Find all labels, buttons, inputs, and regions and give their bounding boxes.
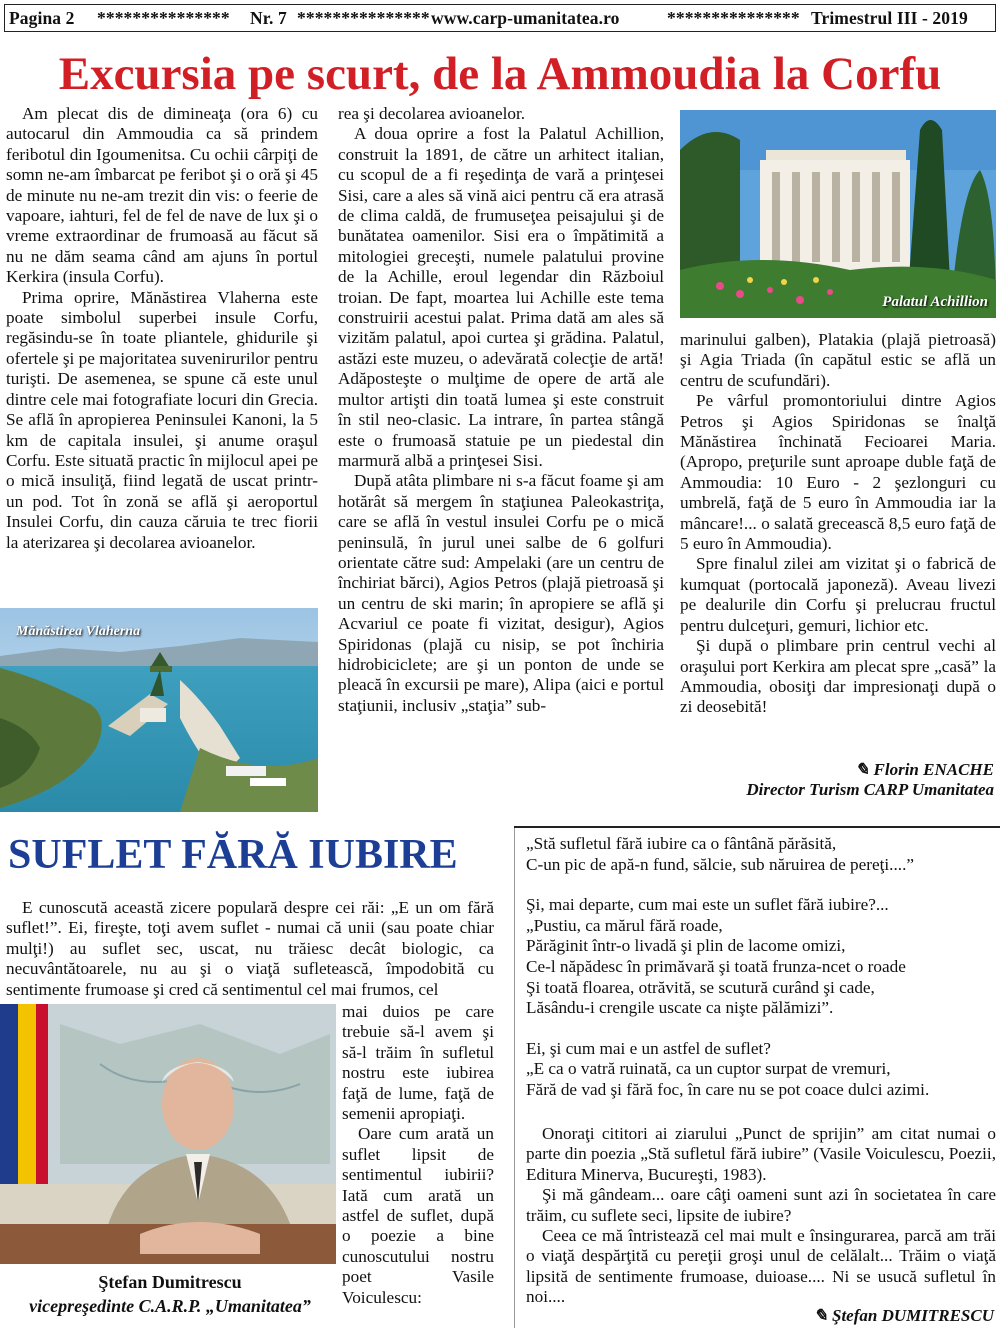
header-stars: *************** [667, 8, 800, 28]
paragraph: Pe vârful promontoriului dintre Agios Petros şi Agios Spiridonas se înalţă Mănăstirea închinată Fecioarei Maria. (Apropo, preţurile sunt aproape duble faţă de Ammoudia: 10 Euro - 2 şezlonguri cu umbrelă, faţă de 5 euro în Ammoudia iar la mâncare!... o salată grecească 8,5 euro faţă de 5 euro în Ammoudia). [680, 391, 996, 554]
paragraph: Şi după o plimbare prin centrul vechi al oraşului port Kerkira am plecat spre „casă” la Ammoudia, obosiţi dar impresionaţi după o zi deosebită! [680, 636, 996, 717]
photo-caption: Mănăstirea Vlaherna [16, 624, 141, 639]
article2-intro [6, 898, 494, 1002]
paragraph: Oare cum arată un suflet lipsit de sentimentul iubirii? Iată cum arată un astfel de suflet, după o poezie a bine cunoscutului nostru poet Vasile Voiculescu: [342, 1124, 494, 1307]
column-divider [514, 828, 515, 1328]
article-title: Excursia pe scurt, de la Ammoudia la Corfu [58, 48, 942, 100]
pen-icon: ✎ [813, 1306, 828, 1325]
portrait-image [0, 1004, 336, 1264]
paragraph: Ceea ce mă întristează cel mai mult e însingurarea, parcă am trăi o viaţă despărţită cu pereţii groşi unul de celălalt... Trăim o viaţă lipsită de sentimente frumoase, duioase.... Ni se usucă sufletul în noi.... [526, 1226, 996, 1307]
photo-caption-role: vicepreşedinte C.A.R.P. „Umanitatea” [29, 1296, 311, 1316]
paragraph: Onoraţi cititori ai ziarului „Punct de sprijin” am citat numai o parte din poezia „Stă sufletul fără iubire” (Vasile Voiculescu, Poezii, Editura Minerva, Bucureşti, 1983). [526, 1124, 996, 1184]
page-number: Pagina 2 [9, 8, 75, 28]
paragraph: După atâta plimbare ni s-a făcut foame şi am hotărât să mergem în staţiunea Paleokastriţa, care se află în vestul insulei Corfu pe o mică peninsulă, în jurul unei salbe de 6 golfuri orientate către sud: Ampelaki (are un centru de închiriat bărci), Agios Petros (plajă pietroasă şi un centru de ski marin; în apropiere se află şi Acvariul ce poate fi vizitat, desigur), Agios Spiridonas (plajă cu nisip, se pot închiria hidrobiciclete; are şi un ponton de unde se pleacă în excursii pe mare), Alipa (aici e portul staţiunii, inclusiv „staţia” sub- [338, 471, 664, 715]
paragraph: Şi mă gândeam... oare câţi oameni sunt azi în societatea în care trăim, cu suflete seci, lipsite de iubire? [526, 1185, 996, 1225]
photo-caption-name: Ştefan Dumitrescu [98, 1272, 242, 1292]
poem-line: Lăsându-i crengile uscate ca nişte pălămizi”. [526, 998, 834, 1018]
author-signature [855, 760, 994, 780]
paragraph: E cunoscută această zicere populară despre cei răi: „E un om fără suflet!”. Ei, fireşte, toţi avem suflet - numai că unii (sau poate chiar mulţi!) au suflet sec, uscat, nu trăiesc decât biologic, ca necuvântătoarele, nu au şi o viaţă sufletească, împodobită cu sentimente frumoase şi cred că sentimentul cel mai frumos, cel [6, 898, 494, 999]
poem-line: Fără de vad şi fără foc, în care nu se pot coace dulci azimi. [526, 1079, 930, 1099]
vlaherna-photo [0, 608, 318, 812]
paragraph: rea şi decolarea avioanelor. [338, 104, 526, 123]
period: Trimestrul III - 2019 [811, 8, 968, 28]
site-url: www.carp-umanitatea.ro [431, 8, 620, 28]
author-signature [813, 1306, 994, 1326]
paragraph: Prima oprire, Mănăstirea Vlaherna este poate simbolul superbei insule Corfu, regăsindu-se în toate pliantele, ghidurile şi ofertele şi pe majoritatea suvenirurilor pentru turişti. De asemenea, se spune că este unul dintre cele mai fotografiate locuri din Grecia. Se află în apropierea Peninsulei Kanoni, la 5 km de capitala insulei, şi anume oraşul Corfu. Este situată practic în mijlocul apei pe o mică insuliţă, fiind legată de uscat printr-un pod. Tot în zonă se află şi aeroportul Insulei Corfu, din cauza căruia te trec fiorii la aterizarea şi decolarea avioanelor. [6, 287, 318, 552]
divider [514, 826, 1000, 828]
issue-number: Nr. 7 [250, 8, 287, 28]
page-header [0, 0, 1000, 34]
poem-line: Părăginit într-o livadă şi plin de lacome omizi, [526, 936, 846, 956]
poem-line: „Stă sufletul fără iubire ca o fântână părăsită, [526, 834, 837, 853]
achillion-photo [680, 110, 996, 318]
poem-line: Şi toată floarea, otrăvită, se scutură curând şi cade, [526, 977, 875, 997]
article-column-1 [6, 104, 318, 594]
paragraph: A doua oprire a fost la Palatul Achillion, construit la 1891, de către un arhitect italian, cu scopul de a fi reşedinţa de vară a prinţesei Sisi, care a ales să vină aici pentru că era atrasă de clima caldă, de frumuseţea peisajului şi de bunătatea oamenilor. Sisi era o împătimită a mitologiei greceşti, numele palatului provine de la Achille, eroul legendar din Războiul troian. De fapt, moartea lui Achille este tema construirii acestui palat. Prima dată am ales să vizităm palatul, apoi curtea şi grădina. Palatul, astăzi este muzeu, o adevărată colecţie de artă! Adăposteşte o mulţime de opere de artă ale multor artişti din toată lumea şi este construit în stil neo-clasic. La intrare, în partea stângă este o frumoasă statuie pe un piedestal din marmură albă a prinţesei Sisi. [338, 124, 664, 470]
poem-line: „Pustiu, ca mărul fără roade, [526, 915, 723, 935]
poem-intro: Şi, mai departe, cum mai este un suflet fără iubire?... [526, 895, 889, 915]
photo-caption: Palatul Achillion [882, 294, 988, 310]
poem-intro: Ei, şi cum mai e un astfel de suflet? [526, 1038, 771, 1058]
poem-line: C-un pic de apă-n fund, sălcie, sub năruirea de pereţi....” [526, 854, 914, 874]
author-name: Ştefan DUMITRESCU [831, 1306, 994, 1325]
poem-line: Ce-l năpădesc în primăvară şi toată frunza-ncet o roade [526, 956, 906, 976]
article2-side-text [342, 1002, 494, 1332]
author-photo [0, 1004, 336, 1264]
article-column-3 [680, 330, 996, 762]
pen-icon: ✎ [855, 760, 870, 779]
article2-closing [526, 1124, 996, 1308]
header-stars: *************** [97, 8, 230, 28]
header-stars: *************** [297, 8, 430, 28]
paragraph: Spre finalul zilei am vizitat şi o fabrică de kumquat (portocală japoneză). Aveau livezi pe dealurile din Corfu şi prelucrau fructul pentru dulceţuri, gemuri, lichior etc. [680, 554, 996, 635]
paragraph: Am plecat dis de dimineaţa (ora 6) cu autocarul din Ammoudia ca să prindem feribotul din Igoumenitsa. Cu ochii cârpiţi de somn ne-am îmbarcat pe feribot şi o oră şi 45 de minute nu ne-am trezit din vis: o feerie de vapoare, iahturi, fel de fel de nave de lux şi o vreme extraordinar de frumoasă au făcut să nu ne dăm seama când am ajuns în portul Kerkira (insula Corfu). [6, 104, 318, 287]
article-title: SUFLET FĂRĂ IUBIRE [8, 832, 458, 878]
paragraph: marinului galben), Platakia (plajă pietroasă) şi Agia Triada (în capătul estic se află un centru de scufundări). [680, 330, 996, 390]
achillion-image [680, 110, 996, 318]
author-name: Florin ENACHE [873, 760, 994, 779]
poem-line: „E ca o vatră ruinată, ca un cuptor surpat de vremuri, [526, 1059, 891, 1079]
header-box [4, 4, 996, 32]
article-column-2 [338, 104, 664, 824]
poem-block [526, 834, 996, 1101]
paragraph: mai duios pe care trebuie să-l avem şi să-l trăim în sufletul nostru este iubirea faţă de lume, faţă de semenii apropiaţi. [342, 1002, 494, 1124]
author-role: Director Turism CARP Umanitatea [746, 780, 994, 799]
